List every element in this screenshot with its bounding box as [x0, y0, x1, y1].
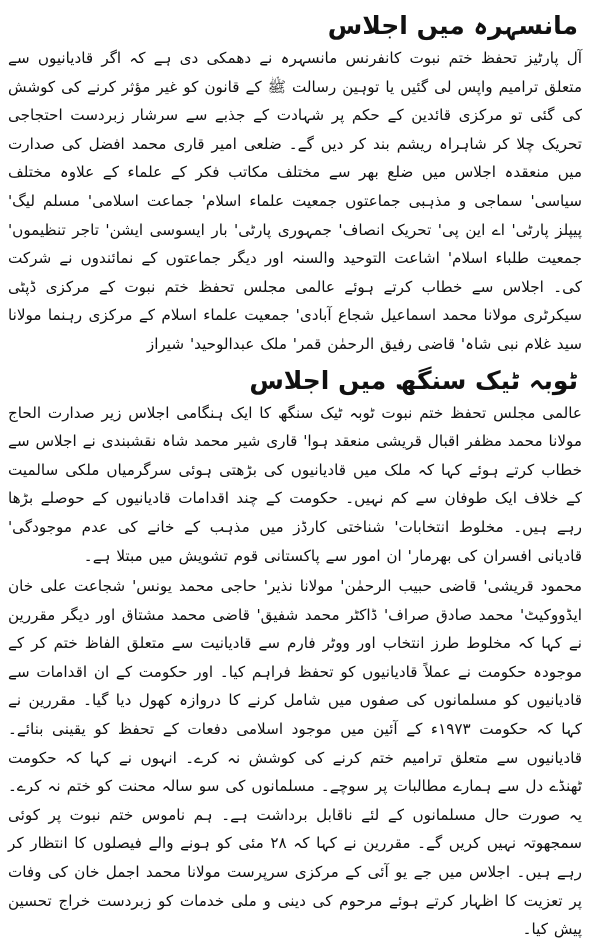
article-paragraph: عالمی مجلس تحفظ ختم نبوت ٹوبہ ٹیک سنگھ کا ایک ہنگامی اجلاس زیر صدارت الحاج مولانا محمد مظفر اقبال قریشی منعقد ہوا' قاری شیر محمد شاہ نقشبندی نے اجلاس سے خطاب کرتے ہوئے کہا کہ ملک میں قادیانیوں کی بڑھتی ہوئی سرگرمیاں ملکی سالمیت کے خلاف ایک طوفان سے کم نہیں۔ حکومت کے چند اقدامات قادیانیوں کے حوصلے بڑھا رہے ہیں۔ مخلوط انتخابات' شناختی کارڈز میں مذہب کے خانے کی عدم موجودگی' قادیانی افسران کی بھرمار' ان امور سے پاکستانی قوم تشویش میں مبتلا ہے۔ — [8, 403, 582, 565]
article-mansehra — [8, 8, 582, 359]
article-toba-tek-singh — [8, 363, 582, 944]
document-page — [8, 6, 582, 939]
article-paragraph: آل پارٹیز تحفظ ختم نبوت کانفرنس مانسہرہ نے دھمکی دی ہے کہ اگر قادیانیوں سے متعلق ترامیم واپس لی گئیں یا توہین رسالت ﷺ کے قانون کو غیر مؤثر کرنے کی کوشش کی گئی تو مرکزی قائدین کے حکم پر شہادت کے جذبے سے سرشار زبردست احتجاجی تحریک چلا کر شاہراہ ریشم بند کر دیں گے۔ ضلعی امیر قاری محمد افضل کی صدارت میں منعقدہ اجلاس میں ضلع بھر سے مختلف مکاتب فکر کے علماء کے علاوہ مختلف سیاسی' سماجی و مذہبی جماعتوں جمعیت علماء اسلام' جماعت اسلامی' مسلم لیگ' پیپلز پارٹی' اے این پی' تحریک انصاف' جمہوری پارٹی' بار ایسوسی ایشن' تاجر تنظیموں' جمعیت طلباء اسلام' اشاعت التوحید والسنہ اور دیگر جماعتوں کے نمائندوں نے شرکت کی۔ اجلاس سے خطاب کرتے ہوئے عالمی مجلس تحفظ ختم نبوت کے مرکزی ڈپٹی سیکرٹری مولانا محمد اسماعیل شجاع آبادی' جمعیت علماء اسلام کے مرکزی رہنما مولانا سید غلام نبی شاہ' قاضی رفیق الرحمٰن قمر' ملک عبدالوحید' شیراز — [8, 49, 582, 353]
article-title: مانسہرہ میں اجلاس — [327, 11, 578, 40]
article-title: ٹوبہ ٹیک سنگھ میں اجلاس — [249, 365, 578, 395]
article-paragraph: محمود قریشی' قاضی حبیب الرحمٰن' مولانا نذیر' حاجی محمد یونس' شجاعت علی خان ایڈووکیٹ' محمد صادق صراف' ڈاکٹر محمد شفیق' قاضی محمد مشتاق اور دیگر مقررین نے کہا کہ مخلوط طرز انتخاب اور ووٹر فارم سے قادیانیت سے متعلق الفاظ ختم کر کے موجودہ حکومت نے عملاً قادیانیوں کو تحفظ فراہم کیا۔ اور حکومت کے ان اقدامات سے قادیانیوں کو مسلمانوں کی صفوں میں شامل کرنے کا دروازہ کھول دیا گیا۔ مقررین نے کہا کہ حکومت ۱۹۷۳ء کے آئین میں موجود اسلامی دفعات کے تحفظ کو یقینی بنائے۔ قادیانیوں سے متعلق ترامیم ختم کرنے کی کوشش نہ کرے۔ انہوں نے کہا کہ حکومت ٹھنڈے دل سے ہمارے مطالبات پر سوچے۔ مسلمانوں کی سو سالہ محنت کو ختم نہ کرے۔ یہ صورت حال مسلمانوں کے لئے ناقابل برداشت ہے۔ ہم ناموس ختم نبوت پر کوئی سمجھوتہ نہیں کریں گے۔ مقررین نے کہا کہ ۲۸ مئی کو ہونے والے فیصلوں کا انتظار کر رہے ہیں۔ اجلاس میں جے یو آئی کے مرکزی سرپرست مولانا محمد اجمل خان کی وفات پر تعزیت کا اظہار کرتے ہوئے مرحوم کی دینی و ملی خدمات کو زبردست خراج تحسین پیش کیا۔ — [8, 577, 582, 939]
